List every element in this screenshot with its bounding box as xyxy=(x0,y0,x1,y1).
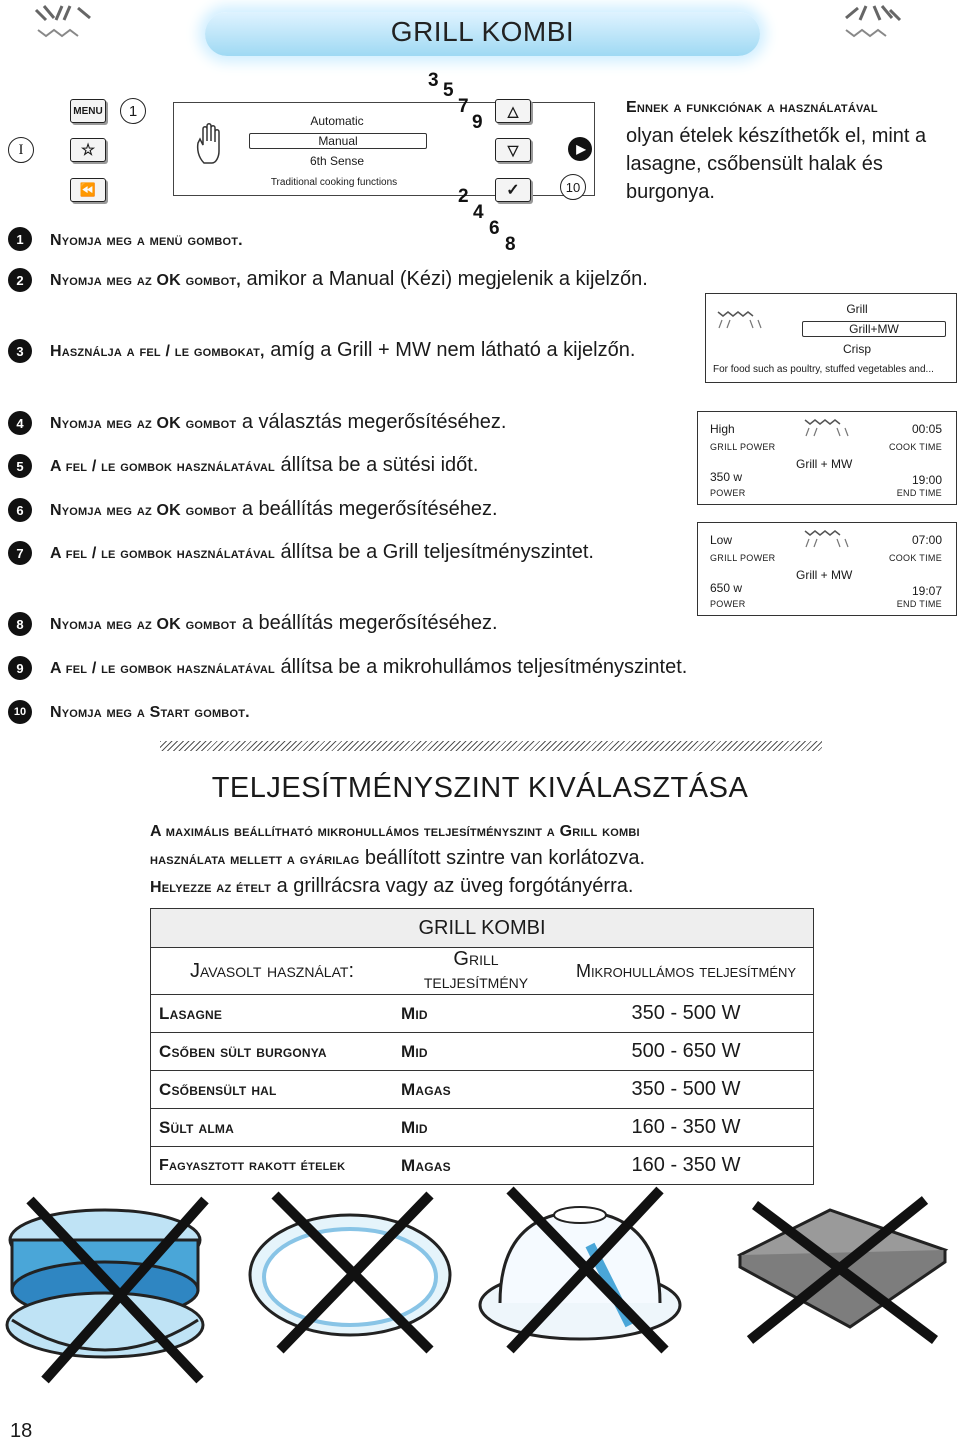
display-item-crisp: Crisp xyxy=(842,342,871,356)
section-line2-bold: használata mellett a gyárilag xyxy=(150,851,360,868)
table-row xyxy=(151,995,814,1033)
start-button[interactable] xyxy=(568,137,592,161)
step-bold: Nyomja meg a menü gombot. xyxy=(50,232,243,249)
menu-button-label: MENU xyxy=(73,105,103,117)
table-cell-grill: Mid xyxy=(393,1109,559,1147)
step-bold: Nyomja meg az OK gombot xyxy=(50,415,237,432)
end-time-label: END TIME xyxy=(896,488,942,498)
step-text: a választás megerősítéséhez. xyxy=(236,411,507,433)
up-button[interactable] xyxy=(495,99,531,123)
display-setting-high xyxy=(697,411,957,505)
glass-plate-crossed-icon xyxy=(240,1185,460,1355)
intro-body: olyan ételek készíthetők el, mint a lasagne, csőbensült halak és burgonya. xyxy=(626,125,927,203)
marker-4: 4 xyxy=(473,202,484,223)
step-10 xyxy=(50,698,660,726)
table-row xyxy=(151,1147,814,1185)
end-time: 19:00 xyxy=(911,473,942,487)
step-bold: Nyomja meg az OK gombot, xyxy=(50,272,241,289)
table-header-row xyxy=(151,948,814,995)
step-bold: Nyomja meg az OK gombot xyxy=(50,616,237,633)
step-bold: Nyomja meg a Start gombot. xyxy=(50,704,250,721)
table-cell-grill: Mid xyxy=(393,995,559,1033)
step-text: a beállítás megerősítéséhez. xyxy=(236,498,498,520)
down-button[interactable] xyxy=(495,138,531,162)
grill-level: Low xyxy=(710,533,733,547)
table-cell-mw: 160 - 350 W xyxy=(559,1147,814,1185)
marker-9: 9 xyxy=(472,112,483,133)
cook-time-label: COOK TIME xyxy=(888,442,942,452)
step-number: 1 xyxy=(8,227,32,251)
end-time-label: END TIME xyxy=(896,599,942,609)
section-text xyxy=(150,817,810,901)
power-table xyxy=(150,908,814,1185)
power-label: POWER xyxy=(710,599,746,609)
grill-power-label: GRILL POWER xyxy=(710,442,776,452)
marker-3: 3 xyxy=(428,70,439,91)
mw-watts: 350 w xyxy=(710,470,743,484)
table-cell-mw: 350 - 500 W xyxy=(559,1071,814,1109)
table-header: Javasolt használat: xyxy=(151,948,394,995)
step-number: 8 xyxy=(8,612,32,636)
table-cell-grill: Mid xyxy=(393,1033,559,1071)
section-title: TELJESÍTMÉNYSZINT KIVÁLASZTÁSA xyxy=(211,772,749,804)
intro-lead: Ennek a funkciónak a használatával xyxy=(626,99,878,116)
marker-2: 2 xyxy=(458,186,469,207)
hand-icon xyxy=(194,123,232,167)
step-text: amikor a Manual (Kézi) megjelenik a kijelzőn. xyxy=(240,268,648,290)
step-number: 2 xyxy=(8,268,32,292)
table-title-row xyxy=(151,909,814,948)
table-cell-food: Lasagne xyxy=(151,995,394,1033)
table-cell-grill: Magas xyxy=(393,1071,559,1109)
play-icon: ▶ xyxy=(576,142,586,156)
cook-time: 07:00 xyxy=(911,533,942,547)
step-text: állítsa be a sütési időt. xyxy=(274,454,479,476)
grill-power-label: GRILL POWER xyxy=(710,553,776,563)
table-row xyxy=(151,1109,814,1147)
step-number: 9 xyxy=(8,656,32,680)
display-setting-low xyxy=(697,522,957,616)
table-row xyxy=(151,1071,814,1109)
ok-button[interactable] xyxy=(495,178,531,202)
step-1 xyxy=(50,226,660,254)
table-cell-mw: 350 - 500 W xyxy=(559,995,814,1033)
screen-item-6th-sense: 6th Sense xyxy=(309,154,365,168)
marker-8: 8 xyxy=(505,234,516,255)
mode-label: Grill + MW xyxy=(796,457,853,471)
step-number: 10 xyxy=(8,700,32,724)
table-cell-food: Csőben sült burgonya xyxy=(151,1033,394,1071)
step-text: állítsa be a mikrohullámos teljesítményszintet. xyxy=(274,656,688,678)
display-mode-select xyxy=(705,293,957,383)
step-number: 4 xyxy=(8,411,32,435)
step-2 xyxy=(50,266,660,294)
table-cell-mw: 160 - 350 W xyxy=(559,1109,814,1147)
mw-watts: 650 w xyxy=(710,581,743,595)
table-cell-mw: 500 - 650 W xyxy=(559,1033,814,1071)
section-line1: A maximális beállítható mikrohullámos teljesítményszint a Grill kombi xyxy=(150,823,640,840)
table-cell-grill: Magas xyxy=(393,1147,559,1185)
screen-footer: Traditional cooking functions xyxy=(270,177,398,188)
step-text: állítsa be a Grill teljesítményszintet. xyxy=(274,541,594,563)
step-3 xyxy=(50,337,660,365)
back-button[interactable] xyxy=(70,178,106,202)
menu-button[interactable] xyxy=(70,99,106,123)
rewind-icon: ⏪ xyxy=(79,182,97,197)
page-title: GRILL KOMBI xyxy=(390,16,575,47)
marker-roman-1: I xyxy=(8,137,34,163)
mode-label: Grill + MW xyxy=(796,568,853,582)
grill-element-icon xyxy=(716,308,762,332)
section-line3-text: a grillrácsra vagy az üveg forgótányérra. xyxy=(271,875,634,897)
baking-tray-crossed-icon xyxy=(720,1195,955,1345)
display-item-grill-mw: Grill+MW xyxy=(802,321,946,337)
step-9 xyxy=(50,654,850,682)
page-number: 18 xyxy=(10,1420,33,1442)
table-header: Grill teljesítmény xyxy=(393,948,559,995)
table-cell-food: Csőbensült hal xyxy=(151,1071,394,1109)
step-bold: A fel / le gombok használatával xyxy=(50,545,275,562)
section-divider xyxy=(160,741,822,751)
step-5 xyxy=(50,452,660,480)
table-cell-food: Sült alma xyxy=(151,1109,394,1147)
power-label: POWER xyxy=(710,488,746,498)
table-title: GRILL KOMBI xyxy=(151,909,814,948)
grill-corner-icon-left xyxy=(34,4,94,40)
step-bold: Használja a fel / le gombokat, xyxy=(50,343,265,360)
display-footer: For food such as poultry, stuffed vegetables and... xyxy=(713,364,934,375)
triangle-down-icon: ▽ xyxy=(507,141,519,158)
screen-item-automatic: Automatic xyxy=(310,114,364,128)
table-header: Mikrohullámos teljesítmény xyxy=(559,948,814,995)
step-6 xyxy=(50,496,660,524)
step-text: a beállítás megerősítéséhez. xyxy=(236,612,498,634)
intro-text xyxy=(626,92,956,206)
step-bold: A fel / le gombok használatával xyxy=(50,660,275,677)
step-number: 6 xyxy=(8,498,32,522)
table-row xyxy=(151,1033,814,1071)
cook-time: 00:05 xyxy=(911,422,942,436)
marker-1: 1 xyxy=(120,98,146,124)
step-number: 5 xyxy=(8,454,32,478)
control-display xyxy=(173,102,595,196)
screen-item-manual: Manual xyxy=(249,133,427,149)
step-number: 3 xyxy=(8,339,32,363)
end-time: 19:07 xyxy=(911,584,942,598)
step-bold: Nyomja meg az OK gombot xyxy=(50,502,237,519)
cook-time-label: COOK TIME xyxy=(888,553,942,563)
grill-corner-icon-right xyxy=(842,4,902,40)
plastic-container-crossed-icon xyxy=(0,1180,230,1390)
table-cell-food: Fagyasztott rakott ételek xyxy=(151,1147,394,1185)
step-7 xyxy=(50,539,660,567)
triangle-up-icon: △ xyxy=(507,102,519,119)
step-text: amíg a Grill + MW nem látható a kijelzőn. xyxy=(264,339,636,361)
grill-element-icon xyxy=(803,527,849,549)
section-line2-text: beállított szintre van korlátozva. xyxy=(359,847,646,869)
grill-level: High xyxy=(710,422,735,436)
section-line3-bold: Helyezze az ételt xyxy=(150,879,272,896)
marker-7: 7 xyxy=(458,96,469,117)
grill-element-icon xyxy=(803,416,849,438)
microwave-cover-crossed-icon xyxy=(470,1185,690,1355)
marker-10: 10 xyxy=(560,174,586,200)
star-icon: ☆ xyxy=(80,142,96,159)
display-item-grill: Grill xyxy=(846,302,868,316)
step-8 xyxy=(50,610,660,638)
step-number: 7 xyxy=(8,541,32,565)
favourite-button[interactable] xyxy=(70,138,106,162)
step-4 xyxy=(50,409,660,437)
marker-5: 5 xyxy=(443,80,454,101)
marker-6: 6 xyxy=(489,218,500,239)
checkmark-icon: ✓ xyxy=(506,182,520,199)
step-bold: A fel / le gombok használatával xyxy=(50,458,275,475)
